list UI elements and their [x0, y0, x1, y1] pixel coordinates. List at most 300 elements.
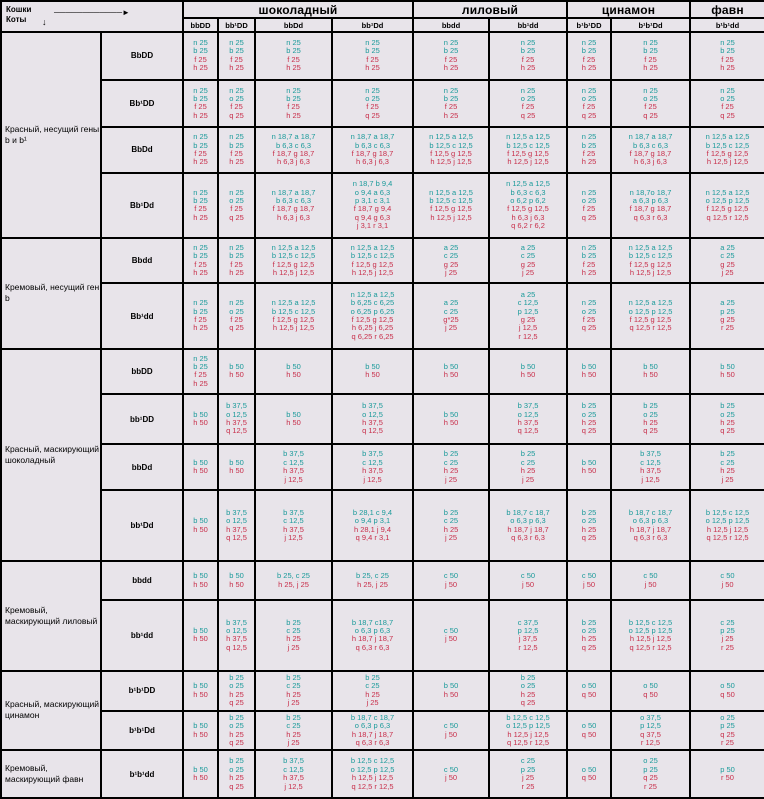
- offspring-line: r 12,5: [518, 643, 538, 652]
- offspring-line: h 25: [520, 690, 536, 699]
- offspring-cell: [183, 600, 218, 670]
- offspring-line: h 25: [581, 269, 597, 278]
- offspring-line: n 25: [229, 188, 244, 197]
- offspring-cell: [332, 600, 413, 670]
- offspring-line: f 18,7 g 18,7: [272, 149, 315, 158]
- offspring-line: n 25: [581, 188, 597, 197]
- offspring-line: h 6,3 j 6,3: [634, 158, 667, 167]
- offspring-line: b 50: [193, 410, 208, 419]
- offspring-line: h 25: [193, 379, 208, 388]
- offspring-line: a 25: [443, 299, 459, 308]
- offspring-line: h 25, j 25: [278, 580, 309, 589]
- offspring-line: c 12,5: [517, 299, 539, 308]
- offspring-line: h 50: [193, 690, 208, 699]
- offspring-line: h 6,3 j 6,3: [277, 213, 310, 222]
- offspring-cell: [413, 671, 489, 711]
- offspring-line: q 9,4 r 3,1: [355, 534, 390, 543]
- offspring-line: b 25: [193, 363, 208, 372]
- offspring-cell: [611, 600, 690, 670]
- offspring-line: n 12,5 a 12,5: [705, 133, 750, 142]
- offspring-line: h 50: [443, 690, 459, 699]
- offspring-line: b 37,5: [226, 508, 247, 517]
- offspring-line: f 25: [230, 55, 243, 64]
- offspring-cell: [489, 711, 567, 750]
- offspring-line: o 25: [229, 196, 244, 205]
- offspring-line: h 25: [229, 269, 244, 278]
- offspring-line: o 12,5: [226, 626, 247, 635]
- offspring-cell: [690, 394, 764, 444]
- offspring-line: o 25: [581, 95, 597, 103]
- offspring-line: b 50: [720, 363, 735, 372]
- offspring-cell: [332, 173, 413, 238]
- offspring-cell: [611, 671, 690, 711]
- offspring-line: f 25: [521, 103, 535, 112]
- offspring-cell: [218, 80, 255, 128]
- table-row: [1, 394, 764, 444]
- offspring-cell: [332, 671, 413, 711]
- offspring-line: o 25: [365, 95, 380, 103]
- offspring-line: n 12,5 a 12,5: [271, 299, 316, 308]
- offspring-line: b 25: [520, 450, 536, 459]
- offspring-line: n 25: [193, 133, 208, 142]
- offspring-line: b 18,7 c 18,7: [506, 508, 550, 517]
- offspring-line: a 25: [720, 299, 735, 308]
- male-genotype-label: Bb¹dd: [101, 283, 183, 348]
- offspring-line: a 25: [720, 243, 735, 252]
- offspring-line: j 25: [444, 475, 458, 484]
- table-row: [1, 80, 764, 128]
- offspring-line: j 50: [444, 774, 458, 783]
- offspring-cell: [255, 394, 332, 444]
- offspring-line: o 12,5 p 12,5: [705, 517, 750, 526]
- offspring-line: n 18,7 b 9,4: [352, 180, 393, 189]
- offspring-line: c 50: [443, 722, 459, 731]
- offspring-line: h 18,7 j 18,7: [351, 635, 394, 644]
- offspring-line: b 6,3 c 6,3: [275, 141, 312, 150]
- offspring-line: q 6,3 r 6,3: [511, 534, 545, 543]
- offspring-line: n 25: [443, 38, 459, 47]
- offspring-line: j 50: [644, 580, 657, 589]
- offspring-line: j 25: [444, 324, 458, 333]
- offspring-cell: [413, 349, 489, 395]
- offspring-line: c 12,5: [283, 458, 304, 467]
- offspring-line: b 50: [193, 765, 208, 774]
- offspring-cell: [690, 444, 764, 491]
- offspring-cell: [567, 444, 611, 491]
- offspring-line: f 25: [444, 55, 458, 64]
- male-phenotype-label: Красный, маскирующий шоколадный: [1, 349, 101, 561]
- offspring-line: h 37,5: [283, 467, 304, 476]
- offspring-line: f 25: [582, 55, 596, 64]
- offspring-line: q 50: [643, 690, 658, 699]
- offspring-line: b 25: [720, 47, 735, 56]
- offspring-line: b 25: [365, 673, 380, 682]
- offspring-line: c 25: [720, 458, 735, 467]
- table-row: [1, 32, 764, 80]
- offspring-line: q 12,5 r 12,5: [629, 324, 672, 333]
- offspring-line: b 50: [286, 410, 301, 419]
- offspring-line: h 18,7 j 18,7: [507, 525, 549, 534]
- male-genotype-label: Bb¹Dd: [101, 173, 183, 238]
- offspring-line: o 25: [229, 682, 244, 691]
- offspring-line: o 12,5: [226, 410, 247, 419]
- offspring-cell: [332, 490, 413, 560]
- offspring-line: f 12,5 g 12,5: [272, 316, 315, 325]
- offspring-line: h 25: [229, 690, 244, 699]
- offspring-cell: [255, 173, 332, 238]
- offspring-line: o 25: [581, 410, 597, 419]
- offspring-cell: [332, 444, 413, 491]
- offspring-line: h 37,5: [283, 774, 304, 783]
- offspring-line: q 25: [581, 324, 597, 333]
- offspring-line: j 25: [521, 475, 535, 484]
- offspring-line: j 25: [444, 534, 458, 543]
- offspring-line: b 25: [520, 47, 536, 56]
- female-genotype-header: bb¹Dd: [332, 18, 413, 32]
- offspring-line: f 25: [366, 55, 379, 64]
- offspring-cell: [332, 80, 413, 128]
- offspring-cell: [332, 561, 413, 600]
- offspring-line: f 25: [194, 149, 207, 158]
- offspring-line: b 25: [229, 713, 244, 722]
- offspring-cell: [413, 80, 489, 128]
- offspring-line: h 25: [286, 690, 301, 699]
- male-phenotype-label: Кремовый, маскирующий лиловый: [1, 561, 101, 671]
- offspring-line: h 37,5: [640, 467, 661, 476]
- offspring-line: n 25: [365, 38, 380, 47]
- offspring-cell: [332, 283, 413, 348]
- offspring-line: f 12,5 g 12,5: [272, 260, 315, 269]
- offspring-line: b 25: [193, 307, 208, 316]
- offspring-line: q 25: [643, 774, 658, 783]
- offspring-line: g 25: [720, 260, 735, 269]
- table-row: [1, 444, 764, 491]
- offspring-line: j 12,5: [284, 782, 303, 791]
- offspring-line: b 50: [443, 410, 459, 419]
- offspring-line: f 25: [582, 205, 596, 214]
- arrow-right-icon: ────────────►: [54, 8, 130, 17]
- offspring-cell: [218, 173, 255, 238]
- offspring-line: j 50: [444, 580, 458, 589]
- offspring-line: n 18,7 a 18,7: [271, 188, 316, 197]
- offspring-line: b 25: [443, 508, 459, 517]
- offspring-line: h 25: [443, 64, 459, 73]
- offspring-line: j 25: [287, 738, 300, 747]
- offspring-cell: [413, 561, 489, 600]
- offspring-line: c 25: [286, 626, 301, 635]
- offspring-line: f 25: [194, 371, 207, 380]
- offspring-line: o 12,5 p 12,5: [506, 722, 550, 731]
- offspring-cell: [218, 490, 255, 560]
- offspring-cell: [255, 600, 332, 670]
- color-header-fawn: фавн: [690, 1, 764, 18]
- female-genotype-header: bb¹dd: [489, 18, 567, 32]
- offspring-cell: [183, 349, 218, 395]
- offspring-line: h 25: [581, 419, 597, 428]
- offspring-line: q 50: [581, 690, 597, 699]
- table-row: [1, 283, 764, 348]
- offspring-line: b 12,5 c 12,5: [705, 508, 750, 517]
- offspring-line: n 25: [229, 243, 244, 252]
- offspring-line: o 25: [643, 95, 658, 103]
- offspring-cell: [413, 32, 489, 80]
- offspring-line: b 12,5 c 12,5: [271, 252, 316, 261]
- offspring-line: a 25: [443, 243, 459, 252]
- offspring-line: b 25: [443, 95, 459, 103]
- offspring-cell: [183, 671, 218, 711]
- offspring-line: h 25: [720, 467, 735, 476]
- offspring-cell: [611, 349, 690, 395]
- offspring-line: n 25: [720, 38, 735, 47]
- offspring-line: q 25: [720, 427, 735, 436]
- offspring-line: n 25: [193, 38, 208, 47]
- offspring-cell: [690, 671, 764, 711]
- offspring-cell: [567, 394, 611, 444]
- offspring-line: b 25: [581, 402, 597, 411]
- offspring-line: b 25: [229, 757, 244, 766]
- offspring-line: h 12,5 j 12,5: [272, 269, 315, 278]
- offspring-line: b 25: [229, 673, 244, 682]
- offspring-line: c 50: [443, 572, 459, 581]
- offspring-line: n 25: [229, 299, 244, 308]
- offspring-line: n 25: [581, 38, 597, 47]
- offspring-cell: [332, 394, 413, 444]
- offspring-line: h 12,5 j 12,5: [351, 774, 394, 783]
- offspring-cell: [567, 283, 611, 348]
- offspring-cell: [489, 349, 567, 395]
- offspring-line: c 25: [365, 682, 380, 691]
- offspring-cell: [690, 80, 764, 128]
- offspring-line: n 25: [520, 38, 536, 47]
- offspring-line: b 50: [229, 572, 244, 581]
- offspring-line: b 6,3 c 6,3: [510, 188, 546, 197]
- offspring-line: h 37,5: [362, 419, 383, 428]
- offspring-line: h 37,5: [226, 635, 247, 644]
- offspring-cell: [218, 394, 255, 444]
- offspring-line: b 18,7 c 18,7: [628, 508, 673, 517]
- offspring-line: c 25: [520, 757, 536, 766]
- offspring-cell: [611, 127, 690, 173]
- offspring-line: f 18,7 g 9,4: [353, 205, 392, 214]
- offspring-cell: [611, 490, 690, 560]
- offspring-line: b 12,5 c 12,5: [628, 618, 673, 627]
- offspring-line: b 25: [193, 47, 208, 56]
- offspring-line: q 25: [229, 699, 244, 708]
- offspring-line: h 25: [229, 158, 244, 167]
- offspring-line: o 25: [229, 307, 244, 316]
- offspring-line: q 25: [520, 699, 536, 708]
- offspring-line: b 50: [193, 722, 208, 731]
- offspring-line: b 50: [193, 517, 208, 526]
- offspring-cell: [611, 80, 690, 128]
- offspring-cell: [413, 711, 489, 750]
- offspring-line: n 25: [193, 188, 208, 197]
- offspring-line: b 25: [520, 673, 536, 682]
- offspring-line: b 6,3 c 6,3: [354, 141, 391, 150]
- offspring-line: f 25: [582, 103, 596, 112]
- offspring-line: b 25: [581, 252, 597, 261]
- offspring-line: c 25: [286, 722, 301, 731]
- offspring-line: b 25: [286, 618, 301, 627]
- offspring-line: o 6,3 p 6,3: [510, 517, 546, 526]
- offspring-line: c 25: [443, 252, 459, 261]
- offspring-line: h 25: [581, 635, 597, 644]
- offspring-line: h 25: [193, 213, 208, 222]
- offspring-line: h 50: [193, 525, 208, 534]
- offspring-cell: [489, 750, 567, 798]
- offspring-line: b 6,3 c 6,3: [633, 141, 669, 150]
- offspring-cell: [183, 394, 218, 444]
- offspring-line: p 12,5: [517, 626, 539, 635]
- male-genotype-label: bb¹dd: [101, 600, 183, 670]
- offspring-line: q 25: [581, 427, 597, 436]
- male-phenotype-label: Кремовый, маскирующий фавн: [1, 750, 101, 798]
- offspring-line: q 12,5 r 12,5: [629, 643, 672, 652]
- offspring-line: h 50: [193, 580, 208, 589]
- offspring-line: j 25: [287, 643, 300, 652]
- offspring-line: r 50: [721, 774, 734, 783]
- corner-cell: [1, 1, 183, 32]
- offspring-cell: [567, 80, 611, 128]
- offspring-line: j 3,1 r 3,1: [356, 222, 389, 231]
- offspring-line: o 25: [720, 95, 735, 103]
- offspring-cell: [611, 394, 690, 444]
- offspring-line: b 37,5: [226, 618, 247, 627]
- offspring-line: b 37,5: [640, 450, 661, 459]
- offspring-line: n 25: [581, 86, 597, 95]
- offspring-line: b 50: [581, 363, 597, 372]
- offspring-line: c 12,5: [283, 517, 304, 526]
- offspring-cell: [690, 561, 764, 600]
- offspring-line: b 50: [520, 363, 536, 372]
- offspring-line: h 50: [193, 635, 208, 644]
- table-row: [1, 490, 764, 560]
- offspring-line: h 25: [365, 64, 380, 73]
- female-genotype-header: bbDd: [255, 18, 332, 32]
- offspring-line: n 18,7 a 18,7: [628, 133, 673, 142]
- offspring-line: a 25: [520, 243, 536, 252]
- offspring-line: b 50: [643, 363, 658, 372]
- offspring-cell: [489, 561, 567, 600]
- offspring-cell: [567, 711, 611, 750]
- offspring-line: f 25: [194, 103, 207, 112]
- offspring-line: b 50: [193, 458, 208, 467]
- offspring-line: c 12,5: [640, 458, 661, 467]
- offspring-line: c 25: [443, 458, 459, 467]
- offspring-line: n 25: [193, 354, 208, 363]
- offspring-line: h 50: [520, 371, 536, 380]
- offspring-line: o 25: [229, 95, 244, 103]
- offspring-line: h 12,5 j 12,5: [430, 213, 472, 222]
- offspring-line: o 25: [581, 517, 597, 526]
- offspring-line: n 18,7 a 18,7: [271, 133, 316, 142]
- offspring-cell: [611, 283, 690, 348]
- offspring-line: c 12,5: [362, 458, 383, 467]
- offspring-line: h 37,5: [517, 419, 539, 428]
- offspring-line: o 6,3 p 6,3: [632, 517, 669, 526]
- offspring-line: n 12,5 a 12,5: [350, 243, 395, 252]
- offspring-cell: [690, 283, 764, 348]
- offspring-line: b 37,5: [283, 757, 304, 766]
- offspring-cell: [413, 490, 489, 560]
- offspring-line: b 12,5 c 12,5: [705, 141, 750, 150]
- offspring-line: c 25: [286, 682, 301, 691]
- offspring-line: b 50: [193, 682, 208, 691]
- offspring-line: j 25: [521, 774, 535, 783]
- offspring-cell: [690, 750, 764, 798]
- offspring-line: j 12,5: [284, 534, 303, 543]
- offspring-line: h 25: [520, 64, 536, 73]
- offspring-line: f 25: [194, 316, 207, 325]
- offspring-line: h 25: [520, 467, 536, 476]
- male-genotype-label: bb¹Dd: [101, 490, 183, 560]
- offspring-line: n 25: [720, 86, 735, 95]
- female-genotype-header: b¹b¹dd: [690, 18, 764, 32]
- offspring-line: n 25: [581, 133, 597, 142]
- offspring-line: q 12,5: [226, 534, 247, 543]
- offspring-line: j 12,5: [641, 475, 660, 484]
- offspring-cell: [218, 444, 255, 491]
- offspring-line: h 25: [193, 64, 208, 73]
- offspring-line: j 50: [444, 730, 458, 739]
- male-genotype-label: b¹b¹Dd: [101, 711, 183, 750]
- offspring-line: o 6,3 p 6,3: [354, 722, 391, 731]
- offspring-line: f 12,5 g 12,5: [629, 316, 672, 325]
- offspring-line: q 6,3 r 6,3: [355, 643, 390, 652]
- offspring-line: c 25: [720, 618, 735, 627]
- offspring-line: q 25: [229, 213, 244, 222]
- offspring-line: h 25: [581, 158, 597, 167]
- male-phenotype-label: Красный, маскирующий цинамон: [1, 671, 101, 751]
- offspring-line: q 25: [581, 534, 597, 543]
- offspring-line: o 50: [581, 682, 597, 691]
- offspring-line: h 12,5 j 12,5: [629, 269, 672, 278]
- offspring-line: g*25: [443, 316, 459, 325]
- offspring-line: f 25: [444, 103, 458, 112]
- offspring-cell: [489, 490, 567, 560]
- offspring-line: h 25: [581, 64, 597, 73]
- offspring-line: b 12,5 c 12,5: [271, 307, 316, 316]
- offspring-line: b 25: [229, 47, 244, 56]
- offspring-line: f 25: [582, 316, 596, 325]
- offspring-cell: [567, 238, 611, 284]
- table-row: [1, 711, 764, 750]
- offspring-line: o 25: [581, 626, 597, 635]
- offspring-line: f 25: [230, 103, 243, 112]
- offspring-line: h 25: [643, 64, 658, 73]
- offspring-cell: [183, 561, 218, 600]
- offspring-line: f 25: [287, 103, 300, 112]
- offspring-cell: [489, 394, 567, 444]
- offspring-line: j 25: [521, 269, 535, 278]
- offspring-cell: [183, 173, 218, 238]
- offspring-line: h 6,25 j 6,25: [351, 324, 394, 333]
- offspring-line: b 25: [643, 402, 658, 411]
- offspring-line: b 12,5 c 12,5: [628, 252, 673, 261]
- offspring-line: o 12,5 p 12,5: [628, 307, 673, 316]
- offspring-line: q 25: [581, 643, 597, 652]
- offspring-line: f 12,5 g 12,5: [430, 205, 472, 214]
- offspring-line: b 25: [581, 47, 597, 56]
- offspring-line: o 50: [581, 722, 597, 731]
- offspring-line: o 12,5: [226, 517, 247, 526]
- offspring-line: h 6,3 j 6,3: [356, 158, 389, 167]
- offspring-cell: [332, 127, 413, 173]
- offspring-cell: [690, 173, 764, 238]
- offspring-line: f 18,7 g 18,7: [629, 149, 672, 158]
- offspring-line: h 25: [286, 64, 301, 73]
- offspring-cell: [611, 444, 690, 491]
